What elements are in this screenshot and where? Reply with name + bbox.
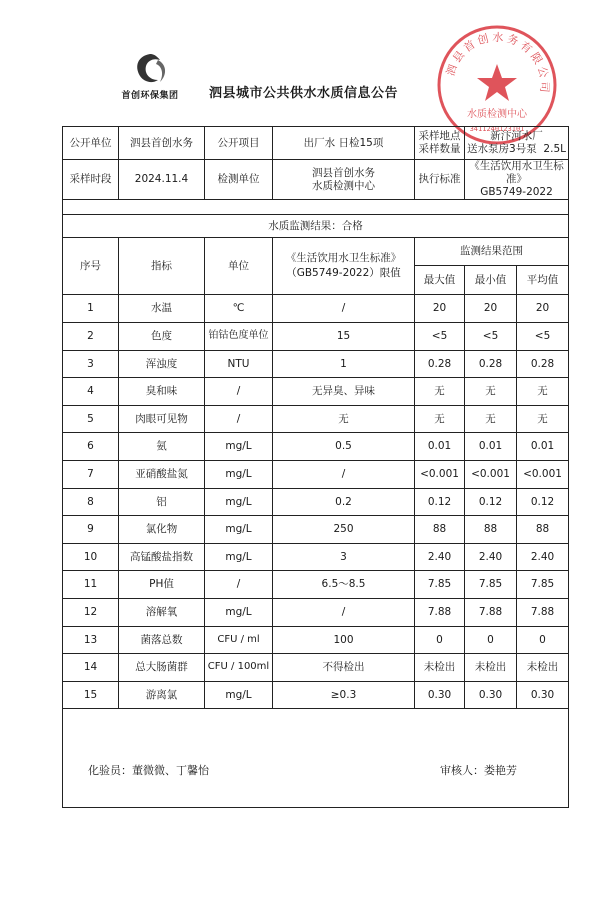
col-max: 最大值 [415, 265, 465, 295]
row-max: 88 [415, 516, 465, 544]
publisher-value: 泗县首创水务 [119, 127, 205, 160]
row-max: 无 [415, 405, 465, 433]
row-unit: mg/L [205, 460, 273, 488]
time-value: 2024.11.4 [119, 160, 205, 200]
row-min: 20 [465, 295, 517, 323]
row-min: <5 [465, 322, 517, 350]
result-row [63, 215, 569, 238]
row-avg: 0.28 [517, 350, 569, 378]
row-avg: 0.30 [517, 681, 569, 709]
row-limit: / [273, 295, 415, 323]
row-max: 20 [415, 295, 465, 323]
publisher-label: 公开单位 [63, 127, 119, 160]
unit-label: 检测单位 [205, 160, 273, 200]
row-no: 6 [63, 433, 119, 461]
row-indicator: 肉眼可见物 [119, 405, 205, 433]
col-limit: 《生活饮用水卫生标准》 [285, 251, 402, 264]
reviewer-signature: 审核人：娄艳芳 [440, 764, 517, 777]
row-unit: mg/L [205, 433, 273, 461]
row-min: 7.85 [465, 571, 517, 599]
row-unit: / [205, 405, 273, 433]
info-row-1 [63, 127, 569, 160]
row-unit: mg/L [205, 516, 273, 544]
site-value-2: 送水泵房3号泵 [467, 143, 537, 155]
table-row [63, 598, 569, 626]
row-min: 未检出 [465, 654, 517, 682]
table-row [63, 295, 569, 323]
data-rows [63, 295, 569, 709]
row-min: 0.12 [465, 488, 517, 516]
row-unit: mg/L [205, 598, 273, 626]
site-label: 采样地点 [418, 129, 461, 142]
row-unit: mg/L [205, 488, 273, 516]
row-min: 7.88 [465, 598, 517, 626]
row-no: 12 [63, 598, 119, 626]
row-indicator: 臭和味 [119, 378, 205, 406]
row-limit: 无 [273, 405, 415, 433]
logo-mark-icon [130, 52, 170, 86]
row-limit: / [273, 598, 415, 626]
row-no: 3 [63, 350, 119, 378]
row-unit: mg/L [205, 543, 273, 571]
row-min: 0.30 [465, 681, 517, 709]
table-row [63, 571, 569, 599]
row-avg: <5 [517, 322, 569, 350]
column-header-row-1 [63, 238, 569, 265]
row-max: 0.01 [415, 433, 465, 461]
row-no: 15 [63, 681, 119, 709]
row-avg: 未检出 [517, 654, 569, 682]
row-avg: <0.001 [517, 460, 569, 488]
row-unit: / [205, 571, 273, 599]
row-max: 0.30 [415, 681, 465, 709]
water-quality-table [62, 126, 569, 808]
row-limit: 15 [273, 322, 415, 350]
col-limit-2: （GB5749-2022）限值 [286, 267, 401, 280]
table-row [63, 378, 569, 406]
row-limit: 不得检出 [273, 654, 415, 682]
item-label: 公开项目 [205, 127, 273, 160]
row-max: <5 [415, 322, 465, 350]
tester-signature: 化验员：董微微、丁馨怡 [88, 764, 209, 777]
std-value-2: GB5749-2022 [480, 186, 553, 199]
row-indicator: 氨 [119, 433, 205, 461]
row-limit: ≥0.3 [273, 681, 415, 709]
row-max: 2.40 [415, 543, 465, 571]
row-avg: 7.88 [517, 598, 569, 626]
row-limit: / [273, 460, 415, 488]
row-min: 0 [465, 626, 517, 654]
row-no: 13 [63, 626, 119, 654]
row-unit: ℃ [205, 295, 273, 323]
row-unit: CFU / ml [205, 626, 273, 654]
row-unit: 铂钴色度单位 [205, 322, 273, 350]
row-limit: 250 [273, 516, 415, 544]
col-min: 最小值 [465, 265, 517, 295]
row-limit: 3 [273, 543, 415, 571]
row-min: 0.28 [465, 350, 517, 378]
row-no: 4 [63, 378, 119, 406]
row-avg: 88 [517, 516, 569, 544]
row-no: 7 [63, 460, 119, 488]
row-max: 7.88 [415, 598, 465, 626]
row-no: 10 [63, 543, 119, 571]
unit-value: 泗县首创水务 [312, 166, 375, 179]
footer-row [63, 709, 569, 808]
row-indicator: 铝 [119, 488, 205, 516]
row-indicator: 游离氯 [119, 681, 205, 709]
table-row [63, 460, 569, 488]
row-limit: 无异臭、异味 [273, 378, 415, 406]
table-row [63, 350, 569, 378]
row-max: 未检出 [415, 654, 465, 682]
row-indicator: 色度 [119, 322, 205, 350]
row-no: 5 [63, 405, 119, 433]
item-value: 出厂水 日检15项 [273, 127, 415, 160]
row-avg: 20 [517, 295, 569, 323]
row-max: 无 [415, 378, 465, 406]
col-range: 监测结果范围 [415, 238, 569, 265]
row-indicator: PH值 [119, 571, 205, 599]
qty-label: 采样数量 [418, 143, 461, 155]
row-max: 0.12 [415, 488, 465, 516]
unit-value-2: 水质检测中心 [312, 179, 375, 192]
table-row [63, 654, 569, 682]
logo-text: 首创环保集团 [121, 91, 179, 101]
row-avg: 2.40 [517, 543, 569, 571]
table-row [63, 543, 569, 571]
row-avg: 0 [517, 626, 569, 654]
col-unit: 单位 [205, 238, 273, 295]
spacer-row [63, 200, 569, 215]
qty-value: 2.5L [543, 143, 566, 155]
col-avg: 平均值 [517, 265, 569, 295]
table-row [63, 626, 569, 654]
row-unit: mg/L [205, 681, 273, 709]
row-limit: 0.2 [273, 488, 415, 516]
row-indicator: 总大肠菌群 [119, 654, 205, 682]
row-indicator: 溶解氧 [119, 598, 205, 626]
row-min: 无 [465, 378, 517, 406]
row-max: 0 [415, 626, 465, 654]
site-value: 新汴河水厂 [490, 129, 543, 142]
row-max: 0.28 [415, 350, 465, 378]
row-no: 14 [63, 654, 119, 682]
row-max: 7.85 [415, 571, 465, 599]
row-avg: 无 [517, 405, 569, 433]
row-avg: 0.12 [517, 488, 569, 516]
stamp-number: 3411240123101 [469, 125, 525, 133]
table-row [63, 488, 569, 516]
table-row [63, 433, 569, 461]
row-min: 0.01 [465, 433, 517, 461]
row-limit: 1 [273, 350, 415, 378]
table-row [63, 681, 569, 709]
row-limit: 100 [273, 626, 415, 654]
row-avg: 无 [517, 378, 569, 406]
table-row [63, 516, 569, 544]
svg-text:泗县首创水务有限公司: 泗县首创水务有限公司 [443, 30, 552, 96]
col-no: 序号 [63, 238, 119, 295]
std-label: 执行标准 [415, 160, 465, 200]
table-row [63, 322, 569, 350]
row-unit: / [205, 378, 273, 406]
page-title: 泗县城市公共供水水质信息公告 [208, 86, 398, 101]
row-no: 8 [63, 488, 119, 516]
row-indicator: 浑浊度 [119, 350, 205, 378]
table-row [63, 405, 569, 433]
row-min: 无 [465, 405, 517, 433]
time-label: 采样时段 [63, 160, 119, 200]
row-no: 9 [63, 516, 119, 544]
row-unit: CFU / 100ml [205, 654, 273, 682]
row-avg: 7.85 [517, 571, 569, 599]
row-indicator: 亚硝酸盐氮 [119, 460, 205, 488]
row-no: 11 [63, 571, 119, 599]
info-row-2 [63, 160, 569, 200]
row-indicator: 氯化物 [119, 516, 205, 544]
std-value: 《生活饮用水卫生标准》 [469, 160, 564, 186]
stamp-center-text: 水质检测中心 [467, 109, 527, 120]
row-avg: 0.01 [517, 433, 569, 461]
row-min: <0.001 [465, 460, 517, 488]
row-no: 2 [63, 322, 119, 350]
col-indicator: 指标 [119, 238, 205, 295]
row-no: 1 [63, 295, 119, 323]
result-label: 水质监测结果：合格 [63, 215, 569, 238]
row-min: 88 [465, 516, 517, 544]
row-min: 2.40 [465, 543, 517, 571]
row-limit: 6.5～8.5 [273, 571, 415, 599]
row-indicator: 高锰酸盐指数 [119, 543, 205, 571]
row-indicator: 水温 [119, 295, 205, 323]
row-indicator: 菌落总数 [119, 626, 205, 654]
row-unit: NTU [205, 350, 273, 378]
row-limit: 0.5 [273, 433, 415, 461]
row-max: <0.001 [415, 460, 465, 488]
